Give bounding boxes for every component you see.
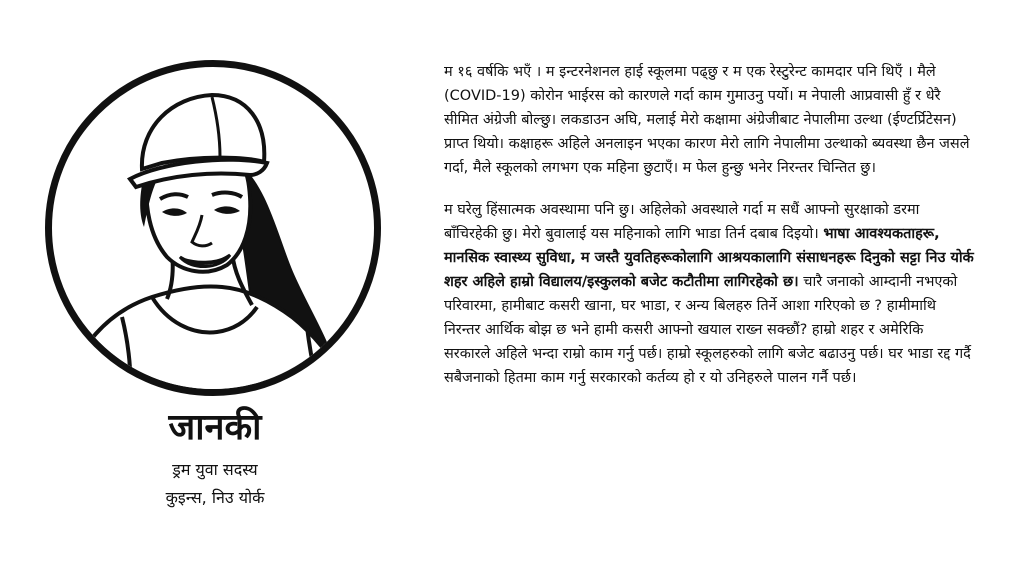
person-location: कुइन्स, निउ योर्क <box>165 488 265 507</box>
portrait <box>45 60 381 396</box>
story-paragraph-2-start: म घरेलु हिंसात्मक अवस्थामा पनि छु। अहिलेको अवस्थाले गर्दा म सधैं आफ्नो सुरक्षाको डरमा बाँचिरहेकी छु। मेरो बुवालाई यस महिनाको लागि भाडा तिर्न दबाब दिइयो। <box>444 202 920 242</box>
story-paragraph-1: म १६ वर्षकि भएँ । म इन्टरनेशनल हाई स्कूलमा पढ्छु र म एक रेस्टुरेन्ट कामदार पनि थिएँ । मैले (COVID-19) कोरोन भाईरस को कारणले गर्दा काम गुमाउनु पर्यो। म नेपाली आप्रवासी हुँ र धेरै सीमित अंग्रेजी बोल्छु। लकडाउन अघि, मलाई मेरो कक्षामा अंग्रेजीबाट नेपालीमा उल्था (ईण्टर्प्रिटेसन) प्राप्त थियो। कक्षाहरू अहिले अनलाइन भएका कारण मेरो लागि नेपालीमा उल्थाको ब्यवस्था छैन जसले गर्दा, मैले स्कूलको लगभग एक महिना छुटाएँ। म फेल हुन्छु भनेर निरन्तर चिन्तित छु। <box>444 64 970 176</box>
person-role: ड्रम युवा सदस्य <box>172 460 258 479</box>
story-text <box>444 60 974 408</box>
story-paragraph-2 <box>444 198 974 390</box>
person-name: जानकी <box>168 407 262 448</box>
story-paragraph-2-end: चारै जनाको आम्दानी नभएको परिवारमा, हामीबाट कसरी खाना, घर भाडा, र अन्य बिलहरु तिर्ने आशा गरिएको छ ? हामीमाथि निरन्तर आर्थिक बोझ छ भने हामी कसरी आफ्नो खयाल राख्न सक्छौं? हाम्रो शहर र अमेरिकि सरकारले अहिले भन्दा राम्रो काम गर्नु पर्छ। हाम्रो स्कूलहरुको लागि बजेट बढाउनु पर्छ। घर भाडा रद्द गर्दै सबैजनाको हितमा काम गर्नु सरकारको कर्तव्य हो र यो उनिहरुले पालन गर्नै पर्छ। <box>444 274 971 386</box>
portrait-illustration <box>52 67 374 389</box>
story-paragraph-2-emphasis: भाषा आवश्यकताहरू, मानसिक स्वास्थ्य सुविधा, म जस्तै युवतिहरूकोलागि आश्रयकालागि संसाधनहरू दिनुको सट्टा निउ योर्क शहर अहिले हाम्रो विद्यालय/इस्कुलको बजेट कटौतीमा लागिरहेको छ। <box>444 226 974 290</box>
